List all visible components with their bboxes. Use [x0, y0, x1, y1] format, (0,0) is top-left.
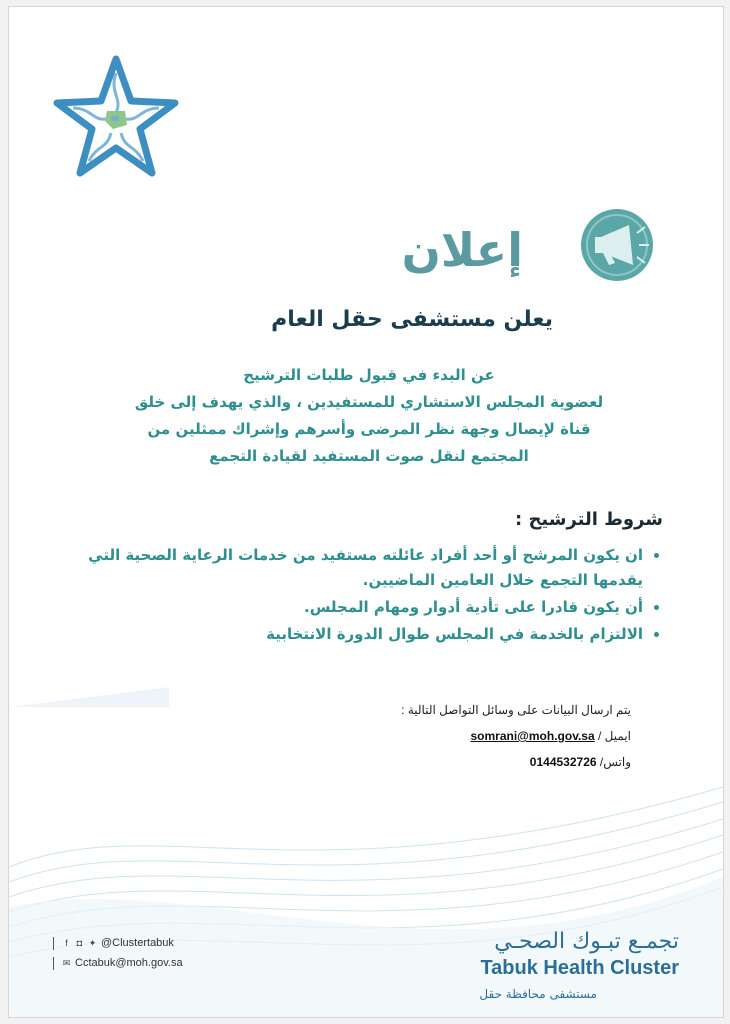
email-label: ايميل /	[598, 729, 631, 743]
cluster-name-english: Tabuk Health Cluster	[480, 957, 679, 979]
email-row	[53, 953, 183, 973]
condition-item: • أن يكون قادرا على تأدية أدوار ومهام المجلس.	[83, 595, 643, 620]
announcement-title: إعلان	[401, 223, 523, 277]
twitter-icon: ✦	[88, 937, 97, 948]
announcement-headline: يعلن مستشفى حقل العام	[271, 307, 553, 332]
cluster-star-logo	[51, 53, 181, 183]
hospital-name: مستشفى محافظة حقل	[479, 987, 597, 1001]
whatsapp-number: 0144532726	[529, 755, 597, 769]
megaphone-icon	[539, 207, 659, 283]
intro-line: عن البدء في قبول طلبات الترشيح	[243, 366, 495, 384]
social-row	[53, 933, 183, 953]
conditions-title: شروط الترشيح :	[514, 509, 663, 530]
mail-icon: ✉	[62, 957, 71, 968]
divider	[53, 957, 54, 970]
footer-email: Cctabuk@moh.gov.sa	[75, 957, 183, 969]
cluster-name-arabic: تجمـع تبـوك الصحـي	[494, 929, 679, 954]
contact-block	[401, 697, 631, 775]
contact-email-row	[401, 723, 631, 749]
contact-intro: يتم ارسال البيانات على وسائل التواصل التالية :	[401, 703, 631, 717]
contact-whatsapp-row	[401, 749, 631, 775]
social-handle: @Clustertabuk	[101, 937, 174, 949]
divider	[53, 937, 54, 950]
intro-line: لعضوية المجلس الاستشاري للمستفيدين ، والذي يهدف إلى خلق	[134, 393, 604, 411]
condition-item: • الالتزام بالخدمة في المجلس طوال الدورة الانتخابية	[83, 622, 643, 647]
whatsapp-label: واتس/	[599, 755, 631, 769]
intro-line: المجتمع لنقل صوت المستفيد لقيادة التجمع	[209, 447, 529, 465]
intro-line: قناة لإيصال وجهة نظر المرضى وأسرهم وإشراك ممثلين من	[147, 420, 591, 438]
social-block	[53, 933, 183, 973]
conditions-list	[83, 543, 665, 649]
condition-item: • ان يكون المرشح أو أحد أفراد عائلته مستفيد من خدمات الرعاية الصحية التي يقدمها التجمع خلال العامين الماضيين.	[83, 543, 643, 593]
email-link[interactable]: somrani@moh.gov.sa	[470, 729, 595, 743]
announcement-page	[8, 6, 724, 1018]
intro-text	[69, 362, 669, 470]
instagram-icon: ◘	[76, 937, 83, 948]
facebook-icon: f	[65, 937, 68, 948]
